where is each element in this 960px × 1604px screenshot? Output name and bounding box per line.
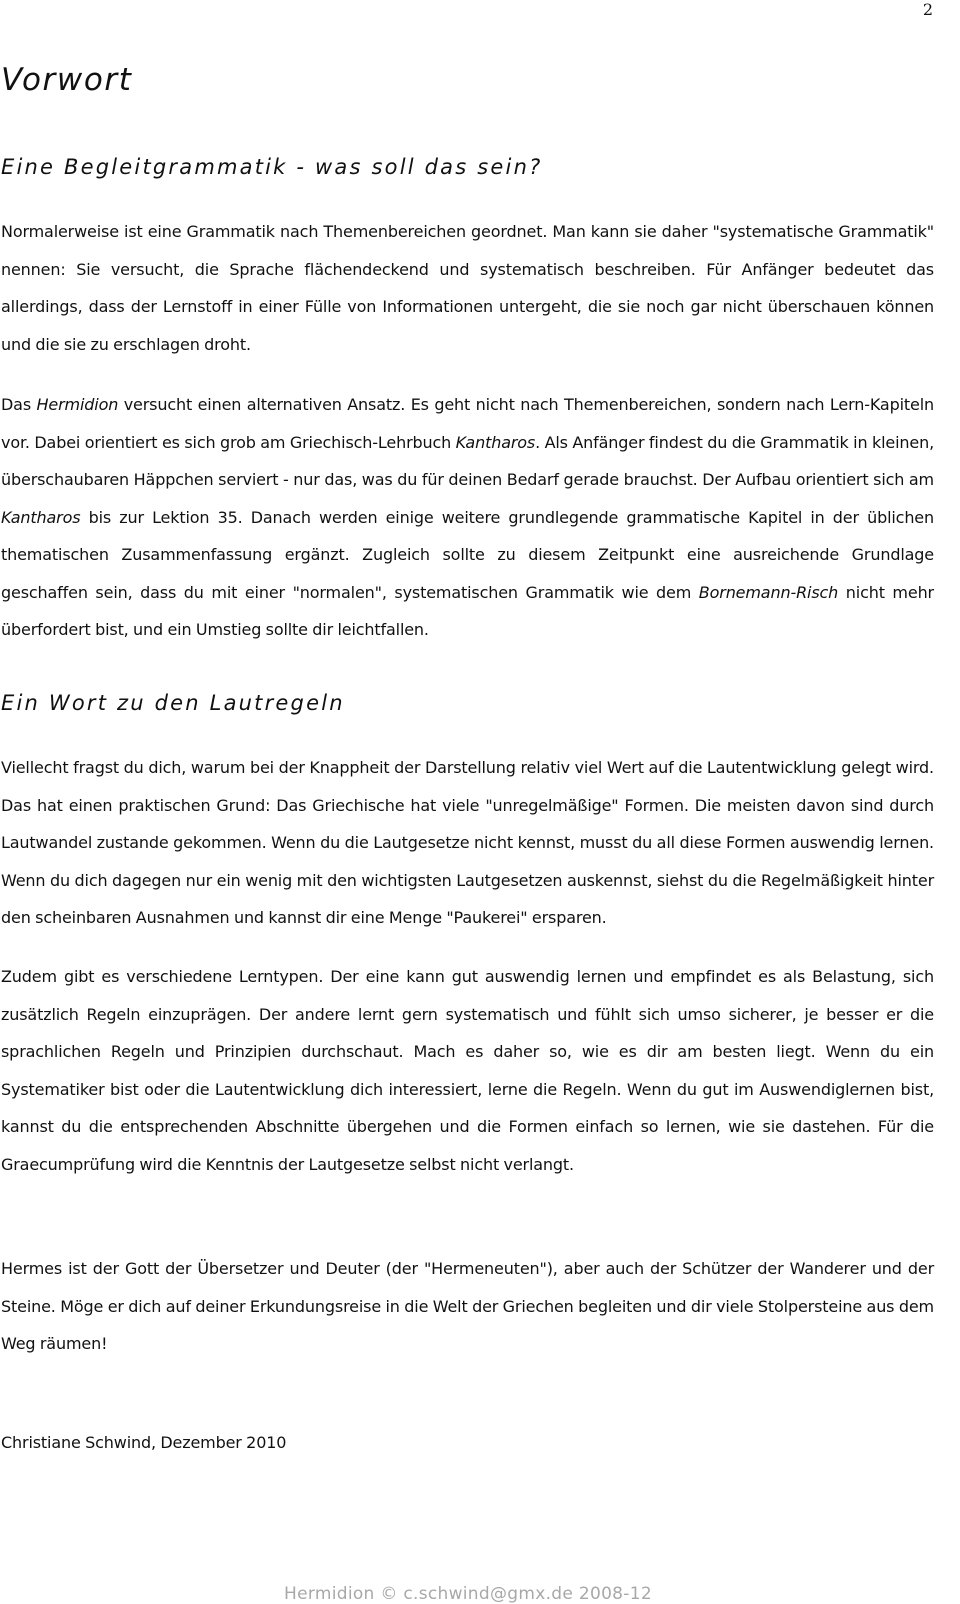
signature: Christiane Schwind, Dezember 2010: [1, 1433, 287, 1452]
section-heading-lautregeln: Ein Wort zu den Lautregeln: [1, 691, 345, 715]
paragraph-hermidion-ansatz: Das Hermidion versucht einen alternativen Ansatz. Es geht nicht nach Themenbereichen, sondern nach Lern-Kapiteln vor. Dabei orientiert es sich grob am Griechisch-Lehrbuch Kantharos. Als Anfänger findest du die Grammatik in kleinen, überschaubaren Häppchen serviert - nur das, was du für deinen Bedarf gerade brauchst. Der Aufbau orientiert sich am Kantharos bis zur Lektion 35. Danach werden einige weitere grundlegende grammatische Kapitel in der üblichen thematischen Zusammenfassung ergänzt. Zugleich sollte zu diesem Zeitpunkt eine ausreichende Grundlage geschaffen sein, dass du mit einer "normalen", systematischen Grammatik wie dem Bornemann-Risch nicht mehr überfordert bist, und ein Umstieg sollte dir leichtfallen.: [1, 395, 934, 639]
section-heading-begleitgrammatik: Eine Begleitgrammatik - was soll das sein?: [1, 155, 543, 179]
italic-title: Hermidion: [36, 395, 119, 414]
italic-title: Bornemann-Risch: [698, 582, 839, 602]
italic-title: Kantharos: [1, 507, 81, 527]
italic-title: Kantharos: [455, 432, 536, 452]
paragraph-lautentwicklung: Viellecht fragst du dich, warum bei der Knappheit der Darstellung relativ viel Wert auf die Lautentwicklung gelegt wird. Das hat einen praktischen Grund: Das Griechische hat viele "unregelmäßige" Formen. Die meisten davon sind durch Lautwandel zustande gekommen. Wenn du die Lautgesetze nicht kennst, musst du all diese Formen auswendig lernen. Wenn du dich dagegen nur ein wenig mit den wichtigsten Lautgesetzen auskennst, siehst du die Regelmäßigkeit hinter den scheinbaren Ausnahmen und kannst dir eine Menge "Paukerei" ersparen.: [1, 758, 934, 927]
page-footer: Hermidion © c.schwind@gmx.de 2008-12: [284, 1584, 652, 1604]
page-number: 2: [922, 0, 933, 19]
paragraph-systematische-grammatik: Normalerweise ist eine Grammatik nach Themenbereichen geordnet. Man kann sie daher "systematische Grammatik" nennen: Sie versucht, die Sprache flächendeckend und systematisch beschreiben. Für Anfänger bedeutet das allerdings, dass der Lernstoff in einer Fülle von Informationen untergeht, die sie noch gar nicht überschauen können und die sie zu erschlagen droht.: [1, 222, 934, 354]
paragraph-lerntypen: Zudem gibt es verschiedene Lerntypen. Der eine kann gut auswendig lernen und empfindet es als Belastung, sich zusätzlich Regeln einzuprägen. Der andere lernt gern systematisch und fühlt sich umso sicherer, je besser er die sprachlichen Regeln und Prinzipien durchschaut. Mach es daher so, wie es dir am besten liegt. Wenn du ein Systematiker bist oder die Lautentwicklung dich interessiert, lerne die Regeln. Wenn du gut im Auswendiglernen bist, kannst du die entsprechenden Abschnitte übergehen und die Formen einfach so lernen, wie sie dastehen. Für die Graecumprüfung wird die Kenntnis der Lautgesetze selbst nicht verlangt.: [1, 967, 934, 1174]
page-title: Vorwort: [1, 62, 133, 98]
paragraph-hermes: Hermes ist der Gott der Übersetzer und Deuter (der "Hermeneuten"), aber auch der Schützer der Wanderer und der Steine. Möge er dich auf deiner Erkundungsreise in die Welt der Griechen begleiten und dir viele Stolpersteine aus dem Weg räumen!: [1, 1259, 934, 1353]
